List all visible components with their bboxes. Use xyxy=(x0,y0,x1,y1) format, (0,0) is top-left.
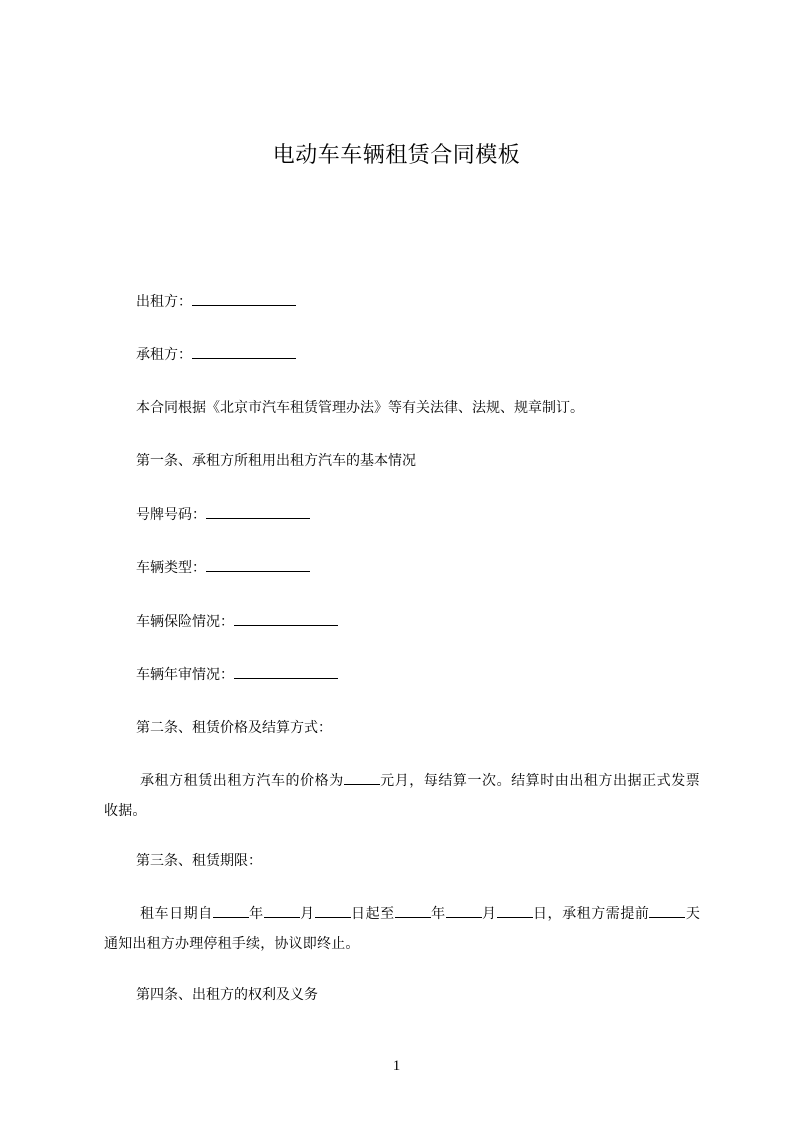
article3-text-3: 月 xyxy=(299,906,315,922)
article4-heading: 第四条、出租方的权利及义务 xyxy=(136,987,318,1003)
article3-paragraph xyxy=(104,899,700,959)
lessee-blank xyxy=(192,357,296,359)
vehicle-type-field xyxy=(136,558,310,578)
lessee-field xyxy=(136,345,296,365)
insurance-label: 车辆保险情况： xyxy=(136,614,234,630)
start-day-blank xyxy=(315,916,351,918)
document-title: 电动车车辆租赁合同模板 xyxy=(272,143,521,168)
article3-text-1: 租车日期自 xyxy=(140,906,213,922)
lessee-label: 承租方： xyxy=(136,347,192,363)
vehicle-type-blank xyxy=(206,570,310,572)
plate-number-label: 号牌号码： xyxy=(136,507,206,523)
notice-days-blank xyxy=(649,916,685,918)
article3-text-8: 天通知出租方办理停租手续，协议即终止。 xyxy=(104,906,701,952)
article2-paragraph xyxy=(104,766,700,826)
lessor-blank xyxy=(192,304,296,306)
article3-text-5: 年 xyxy=(430,906,446,922)
inspection-label: 车辆年审情况： xyxy=(136,667,234,683)
price-blank xyxy=(344,783,380,785)
lessor-label: 出租方： xyxy=(136,294,192,310)
article3-text-7: 日，承租方需提前 xyxy=(532,906,650,922)
plate-number-field xyxy=(136,505,310,525)
article1-heading: 第一条、承租方所租用出租方汽车的基本情况 xyxy=(136,453,416,469)
insurance-field xyxy=(136,612,338,632)
article3-heading: 第三条、租赁期限： xyxy=(136,853,262,869)
article2-heading: 第二条、租赁价格及结算方式： xyxy=(136,720,332,736)
lessor-field xyxy=(136,292,296,312)
article3-text-4: 日起至 xyxy=(350,906,395,922)
inspection-field xyxy=(136,665,338,685)
end-year-blank xyxy=(395,916,431,918)
insurance-blank xyxy=(234,624,338,626)
vehicle-type-label: 车辆类型： xyxy=(136,560,206,576)
end-day-blank xyxy=(497,916,533,918)
article2-text-part1: 承租方租赁出租方汽车的价格为 xyxy=(140,773,344,789)
start-month-blank xyxy=(264,916,300,918)
page-number: 1 xyxy=(392,1058,401,1074)
start-year-blank xyxy=(213,916,249,918)
article3-text-6: 月 xyxy=(481,906,497,922)
inspection-blank xyxy=(234,677,338,679)
basis-statement: 本合同根据《北京市汽车租赁管理办法》等有关法律、法规、规章制订。 xyxy=(136,400,584,416)
article3-text-2: 年 xyxy=(248,906,264,922)
article2-text-part2: 元月，每结算一次。结算时由出租方出据正式发票收据。 xyxy=(104,773,700,819)
plate-number-blank xyxy=(206,517,310,519)
end-month-blank xyxy=(446,916,482,918)
